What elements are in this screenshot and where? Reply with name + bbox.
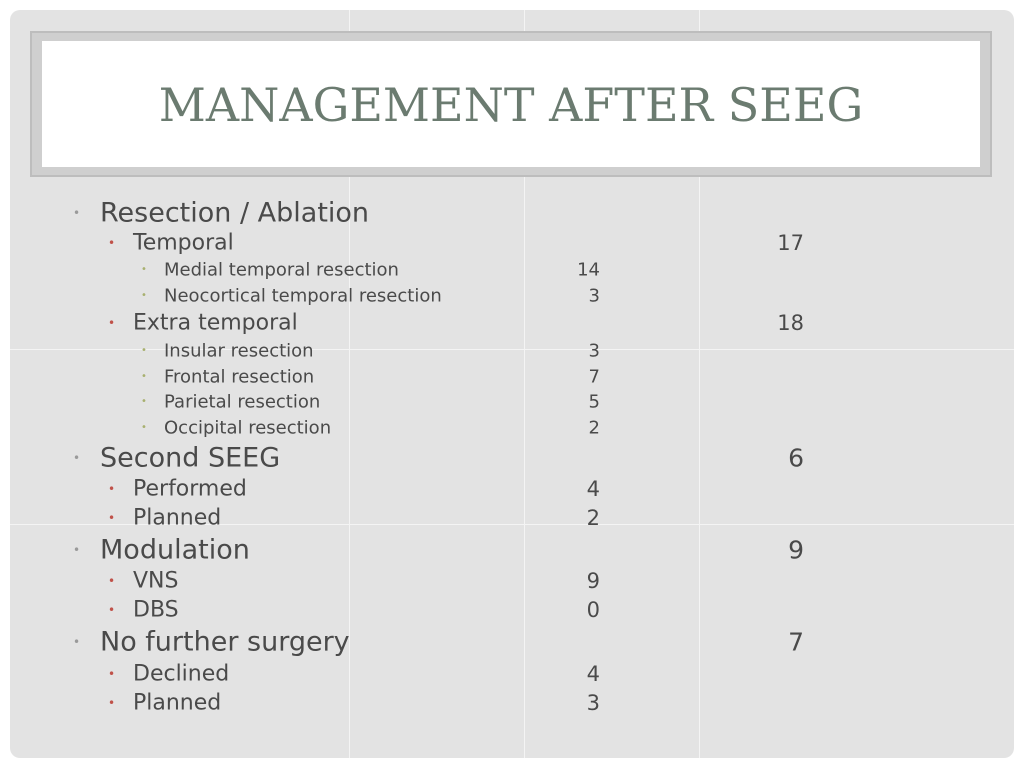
list-item-label: Occipital resection <box>164 417 332 439</box>
list-item-label: Frontal resection <box>164 366 315 388</box>
list-item-label: Second SEEG <box>100 442 281 474</box>
slide-title: MANAGEMENT AFTER SEEG <box>158 78 864 132</box>
list-item <box>10 474 1014 504</box>
list-item-value: 17 <box>777 231 804 255</box>
list-item-value: 7 <box>588 366 600 388</box>
list-item <box>10 659 1014 689</box>
list-item-label: VNS <box>133 568 179 594</box>
list-item-value: 3 <box>588 340 600 362</box>
bullet-icon: • <box>73 543 81 557</box>
list-item-label: Modulation <box>100 534 250 566</box>
list-item <box>10 281 1014 311</box>
list-item-value: 14 <box>577 259 600 281</box>
title-box <box>42 41 980 167</box>
bullet-icon: • <box>73 206 81 220</box>
list-item-value: 7 <box>788 627 804 657</box>
list-item <box>10 503 1014 533</box>
list-item-value: 2 <box>586 506 600 530</box>
bullet-icon: • <box>108 696 116 710</box>
list-item-label: DBS <box>133 597 179 623</box>
list-item-value: 0 <box>586 598 600 622</box>
list-item-label: Medial temporal resection <box>164 259 399 281</box>
list-item-value: 3 <box>588 285 600 307</box>
list-item <box>10 198 1014 228</box>
list-item <box>10 228 1014 258</box>
list-item-label: Performed <box>133 476 247 502</box>
list-item-value: 9 <box>586 569 600 593</box>
list-item-value: 18 <box>777 311 804 335</box>
list-item <box>10 413 1014 443</box>
bullet-icon: • <box>141 422 147 433</box>
list-item-label: Planned <box>133 505 222 531</box>
list-item-label: No further surgery <box>100 626 350 658</box>
list-item-label: Planned <box>133 690 222 716</box>
bullet-icon: • <box>141 264 147 275</box>
title-frame <box>30 31 992 177</box>
bullet-icon: • <box>141 345 147 356</box>
list-item-value: 6 <box>788 443 804 473</box>
list-item <box>10 627 1014 657</box>
list-item-value: 5 <box>588 391 600 413</box>
bullet-icon: • <box>108 236 116 250</box>
slide <box>10 10 1014 758</box>
bullet-icon: • <box>141 290 147 301</box>
list-item-label: Insular resection <box>164 340 314 362</box>
bullet-icon: • <box>108 603 116 617</box>
list-item-label: Extra temporal <box>133 310 298 336</box>
bullet-icon: • <box>141 396 147 407</box>
bullet-icon: • <box>108 511 116 525</box>
list-item <box>10 566 1014 596</box>
list-item-value: 2 <box>588 417 600 439</box>
list-item-label: Resection / Ablation <box>100 197 370 229</box>
list-item-value: 4 <box>586 477 600 501</box>
list-item-label: Parietal resection <box>164 391 321 413</box>
list-item-value: 4 <box>586 662 600 686</box>
list-item <box>10 308 1014 338</box>
bullet-icon: • <box>108 574 116 588</box>
list-item-label: Temporal <box>133 230 234 256</box>
bullet-icon: • <box>108 667 116 681</box>
bullet-icon: • <box>141 371 147 382</box>
bullet-icon: • <box>108 316 116 330</box>
list-item <box>10 535 1014 565</box>
bullet-icon: • <box>73 451 81 465</box>
list-item-value: 9 <box>788 535 804 565</box>
list-item-label: Declined <box>133 661 230 687</box>
list-item <box>10 443 1014 473</box>
bullet-icon: • <box>73 635 81 649</box>
list-item-value: 3 <box>586 691 600 715</box>
bullet-icon: • <box>108 482 116 496</box>
list-item <box>10 688 1014 718</box>
list-item <box>10 595 1014 625</box>
list-item-label: Neocortical temporal resection <box>164 285 442 307</box>
